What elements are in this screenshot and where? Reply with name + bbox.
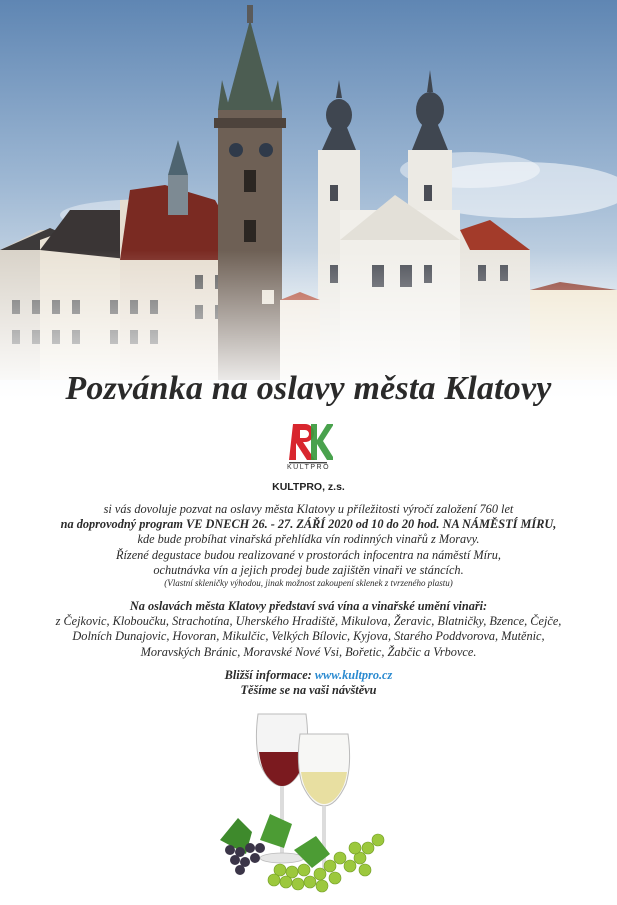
winemakers-heading: Na oslavách města Klatovy představí svá vína a vinařské umění vinaři: — [129, 599, 488, 614]
detail-line: ochutnávka vín a jejich prodej bude zajištěn vinaři ve stáncích. — [153, 562, 464, 577]
kultpro-logo — [283, 420, 333, 470]
organizer-name: KULTPRO, z.s. — [272, 481, 345, 493]
winemakers-line: z Čejkovic, Kloboučku, Strachotína, Uherského Hradiště, Mikulova, Žeravic, Blatničky, Bzence, Čejče, — [55, 614, 562, 629]
info-label: Bližší informace: — [224, 667, 312, 682]
winemakers-line: Dolních Dunajovic, Hovoran, Mikulčic, Velkých Bílovic, Kyjova, Starého Poddvorova, Mutěnic, — [72, 629, 545, 644]
klatovy-square-illustration — [0, 0, 617, 400]
program-text: na doprovodný program VE DNECH 26. - 27. ZÁŘÍ 2020 od 10 do 20 hod. NA NÁMĚSTÍ MÍRU, — [60, 517, 557, 532]
logo-wordmark: KULTPRO — [286, 464, 331, 471]
info-line — [0, 668, 617, 683]
hero-town-image — [0, 0, 617, 400]
wine-grapes-illustration — [190, 690, 430, 900]
detail-line: kde bude probíhat vinařská přehlídka vín rodinných vinařů z Moravy. — [137, 532, 480, 547]
closing-text: Těšíme se na vaši návštěvu — [240, 683, 377, 698]
intro-text: si vás dovoluje pozvat na oslavy města Klatovy u příležitosti výročí založení 760 let — [103, 502, 514, 516]
invitation-body — [0, 502, 617, 698]
page-title: Pozvánka na oslavy města Klatovy — [65, 370, 552, 407]
detail-line: Řízené degustace budou realizované v prostorách infocentra na náměstí Míru, — [115, 547, 501, 562]
kultpro-logo-icon — [283, 420, 333, 464]
website-link[interactable]: www.kultpro.cz — [314, 667, 393, 682]
winemakers-line: Moravských Bránic, Moravské Nové Vsi, Bořetic, Žabčic a Vrbovce. — [140, 644, 477, 659]
wine-glasses-image — [190, 690, 430, 900]
glasses-note: (Vlastní skleničky výhodou, jinak možnost zakoupení sklenek z tvrzeného plastu) — [164, 578, 453, 589]
